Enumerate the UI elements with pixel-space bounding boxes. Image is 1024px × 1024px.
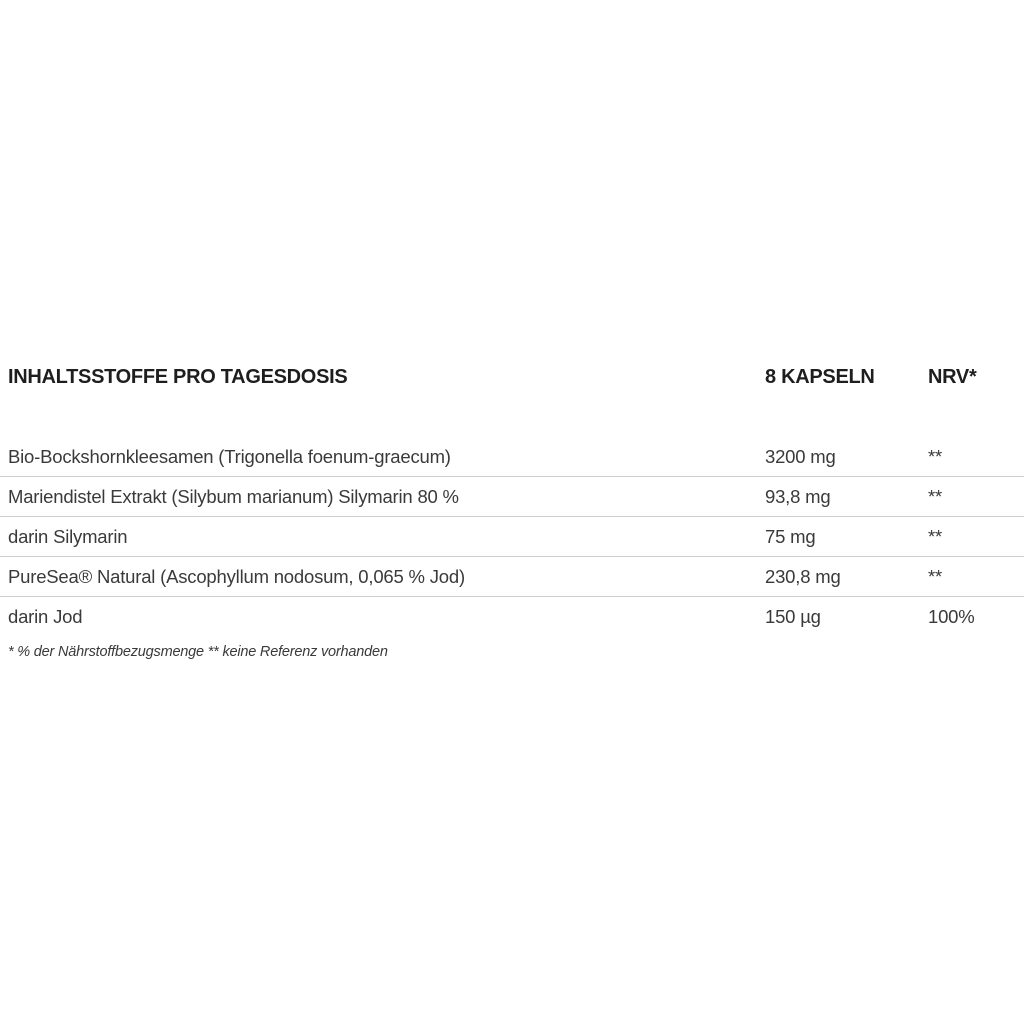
ingredients-table-body	[0, 437, 1024, 637]
ingredient-amount: 150 µg	[765, 606, 821, 627]
ingredient-nrv: **	[928, 445, 942, 467]
table-row	[0, 557, 1024, 597]
ingredient-name: Mariendistel Extrakt (Silybum marianum) Silymarin 80 %	[8, 485, 459, 507]
footnote-text: * % der Nährstoffbezugsmenge ** keine Referenz vorhanden	[8, 644, 388, 660]
ingredient-name: Bio-Bockshornkleesamen (Trigonella foenum-graecum)	[8, 445, 451, 467]
ingredient-name: darin Silymarin	[8, 525, 128, 547]
table-row	[0, 437, 1024, 477]
table-header-row	[0, 366, 1024, 389]
ingredient-amount: 3200 mg	[765, 445, 836, 467]
ingredient-nrv: **	[928, 485, 942, 507]
ingredient-name: PureSea® Natural (Ascophyllum nodosum, 0,065 % Jod)	[8, 565, 465, 587]
column-header-nrv: NRV*	[928, 366, 977, 388]
ingredient-name: darin Jod	[8, 606, 83, 627]
ingredient-amount: 230,8 mg	[765, 565, 841, 587]
table-row	[0, 517, 1024, 557]
ingredient-nrv: 100%	[928, 606, 975, 627]
table-title: INHALTSSTOFFE PRO TAGESDOSIS	[8, 366, 348, 388]
ingredient-amount: 75 mg	[765, 525, 816, 547]
table-row	[0, 477, 1024, 517]
ingredient-nrv: **	[928, 565, 942, 587]
table-row	[0, 597, 1024, 637]
ingredient-nrv: **	[928, 525, 942, 547]
ingredient-amount: 93,8 mg	[765, 485, 831, 507]
column-header-amount: 8 KAPSELN	[765, 366, 875, 388]
